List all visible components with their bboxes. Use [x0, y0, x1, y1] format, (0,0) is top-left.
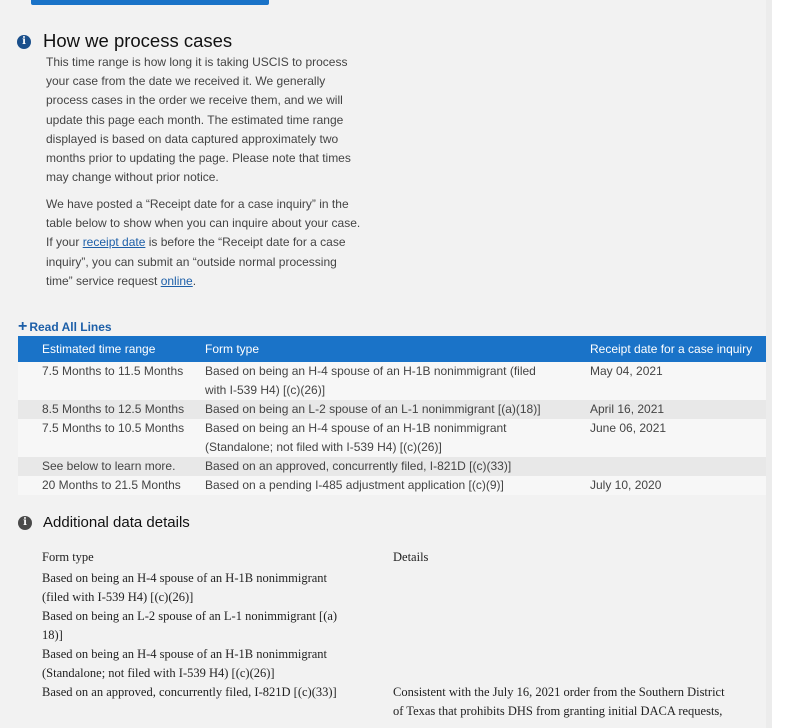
cell-form [205, 362, 590, 400]
cell-receipt: April 16, 2021 [590, 400, 766, 419]
table-row [18, 457, 766, 476]
col-header-form-type[interactable]: Form type [205, 336, 590, 362]
details-col-header-form-type: Form type [42, 550, 94, 564]
table-row [18, 362, 766, 400]
receipt-date-link[interactable]: receipt date [82, 235, 146, 250]
cell-form: Based on being an L-2 spouse of an L-1 nonimmigrant [(a)(18)] [205, 400, 590, 419]
cell-form [205, 419, 590, 457]
details-line: Consistent with the July 16, 2021 order from the Southern District [393, 685, 725, 699]
table-row [18, 476, 766, 495]
text: time” service request [46, 273, 161, 288]
text: If your [46, 235, 83, 250]
cell-form: Based on a pending I-485 adjustment application [(c)(9)] [205, 476, 590, 495]
plus-icon: + [18, 318, 28, 335]
text: is before the “Receipt date for a case [145, 235, 346, 250]
para-line: displayed is based on data captured approximately two [46, 131, 339, 146]
read-all-lines-button[interactable] [18, 318, 112, 336]
para-line: We have posted a “Receipt date for a case inquiry” in the [46, 197, 349, 211]
cell-receipt: July 10, 2020 [590, 476, 766, 495]
para-line: may change without prior notice. [46, 170, 219, 185]
processing-times-table [18, 336, 766, 495]
form-line: Based on being an H-4 spouse of an H-1B nonimmigrant (filed [205, 364, 536, 378]
col-header-time-range[interactable]: Estimated time range [18, 336, 205, 362]
para-line: table below to show when you can inquire about your case. [46, 216, 361, 231]
text: . [192, 273, 197, 288]
form-line: Based on being an H-4 spouse of an H-1B nonimmigrant [205, 421, 507, 435]
details-line: Based on being an H-4 spouse of an H-1B nonimmigrant [42, 647, 328, 661]
para-line: your case from the date we received it. We generally [46, 74, 326, 89]
details-line: of Texas that prohibits DHS from granting initial DACA requests, [393, 704, 723, 718]
table-row [18, 400, 766, 419]
details-line: (filed with I-539 H4) [(c)(26)] [42, 590, 194, 604]
details-col-header-details: Details [393, 550, 429, 564]
details-line: Based on an approved, concurrently filed, I-821D [(c)(33)] [42, 685, 337, 699]
info-icon: i [17, 35, 31, 49]
cell-range: 7.5 Months to 10.5 Months [18, 419, 205, 457]
details-line: (Standalone; not filed with I-539 H4) [(c)(26)] [42, 666, 275, 680]
para-line [46, 233, 376, 252]
panel-edge [766, 0, 772, 728]
form-line: (Standalone; not filed with I-539 H4) [(c)(26)] [205, 440, 442, 454]
table-row [18, 419, 766, 457]
table-header-row [18, 336, 766, 362]
form-line: with I-539 H4) [(c)(26)] [205, 383, 326, 397]
para-line: inquiry”, you can submit an “outside normal processing [46, 254, 337, 269]
cell-range: 20 Months to 21.5 Months [18, 476, 205, 495]
para-line: process cases in the order we receive them, and we will [46, 93, 343, 108]
online-link[interactable]: online [160, 273, 193, 288]
cell-form: Based on an approved, concurrently filed, I-821D [(c)(33)] [205, 457, 590, 476]
cell-range: See below to learn more. [18, 457, 205, 476]
details-line: Based on being an L-2 spouse of an L-1 nonimmigrant [(a) [42, 609, 338, 623]
info-icon: i [18, 516, 32, 530]
section-heading-additional-details: Additional data details [43, 514, 190, 531]
cell-receipt: May 04, 2021 [590, 362, 766, 400]
details-text [393, 683, 773, 721]
section-heading-how-we-process: How we process cases [43, 30, 233, 51]
details-line: 18)] [42, 628, 63, 642]
read-all-label: Read All Lines [29, 320, 112, 334]
cell-receipt [590, 457, 766, 476]
process-description [46, 53, 376, 187]
top-accent-bar [31, 0, 269, 5]
cell-range: 7.5 Months to 11.5 Months [18, 362, 205, 400]
col-header-receipt-date[interactable]: Receipt date for a case inquiry [590, 336, 766, 362]
para-line: This time range is how long it is taking USCIS to process [46, 55, 348, 69]
details-line: Based on being an H-4 spouse of an H-1B nonimmigrant [42, 571, 328, 585]
details-form-list [42, 569, 382, 702]
cell-range: 8.5 Months to 12.5 Months [18, 400, 205, 419]
para-line [46, 272, 376, 291]
para-line: update this page each month. The estimated time range [46, 112, 344, 127]
para-line: months prior to updating the page. Please note that times [46, 151, 351, 166]
inquiry-description [46, 195, 376, 291]
cell-receipt: June 06, 2021 [590, 419, 766, 457]
